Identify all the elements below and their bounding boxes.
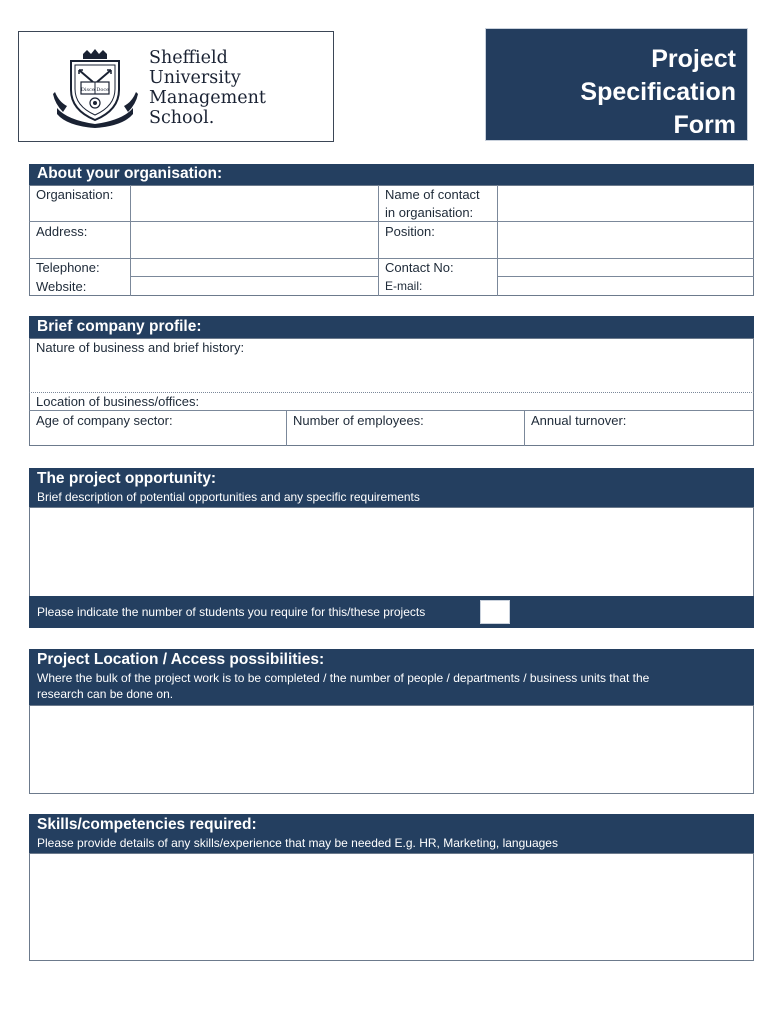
position-field[interactable] (498, 222, 753, 258)
website-field[interactable] (131, 277, 378, 295)
organisation-field[interactable] (131, 186, 378, 221)
annual-turnover-label: Annual turnover: (531, 413, 627, 428)
skills-subheading: Please provide details of any skills/experience that may be needed E.g. HR, Marketing, languages (37, 836, 558, 850)
logo-box (18, 31, 334, 142)
skills-heading: Skills/competencies required: (37, 816, 257, 833)
school-name-line-3: Management (149, 88, 266, 108)
contact-no-field[interactable] (498, 259, 753, 276)
location-subheading-line-2: research can be done on. (37, 687, 174, 701)
address-label: Address: (36, 224, 88, 239)
svg-text:Disce Doce: Disce Doce (80, 87, 110, 93)
website-label: Website: (36, 279, 87, 294)
profile-heading: Brief company profile: (37, 318, 202, 335)
email-field[interactable] (498, 277, 753, 295)
location-subheading-line-1: Where the bulk of the project work is to be completed / the number of people / departments / business units that the (37, 671, 650, 685)
location-section-header (29, 649, 754, 705)
address-field[interactable] (131, 222, 378, 258)
form-title (485, 28, 748, 141)
nature-of-business-field[interactable] (30, 356, 753, 391)
email-label: E-mail: (385, 279, 423, 293)
school-name-line-4: School. (149, 108, 215, 128)
telephone-field[interactable] (131, 259, 378, 276)
students-row (29, 596, 754, 628)
students-count-input[interactable] (480, 600, 510, 624)
number-of-employees-field[interactable] (287, 429, 523, 445)
number-of-employees-label: Number of employees: (293, 413, 424, 428)
contact-name-label-1: Name of contact (385, 187, 480, 202)
age-of-company-field[interactable] (30, 429, 285, 445)
organisation-label: Organisation: (36, 187, 114, 202)
school-name (149, 48, 329, 128)
profile-section-header (29, 316, 754, 338)
skills-section-header (29, 814, 754, 853)
age-of-company-label: Age of company sector: (36, 413, 173, 428)
opportunity-heading: The project opportunity: (37, 470, 217, 487)
school-name-line-2: University (149, 68, 241, 88)
form-title-line-3: Form (673, 111, 736, 139)
form-title-line-2: Specification (580, 78, 736, 106)
location-heading: Project Location / Access possibilities: (37, 651, 325, 668)
telephone-label: Telephone: (36, 260, 100, 275)
form-title-line-1: Project (651, 45, 736, 73)
opportunity-section-header (29, 468, 754, 507)
contact-name-field[interactable] (498, 186, 753, 221)
opportunity-description-field[interactable] (29, 507, 754, 597)
contact-no-label: Contact No: (385, 260, 454, 275)
university-crest-icon (53, 48, 138, 128)
students-label: Please indicate the number of students you require for this/these projects (37, 605, 426, 619)
location-description-field[interactable] (29, 705, 754, 794)
location-of-business-label: Location of business/offices: (36, 394, 200, 409)
position-label: Position: (385, 224, 435, 239)
skills-description-field[interactable] (29, 853, 754, 961)
opportunity-subheading: Brief description of potential opportunities and any specific requirements (37, 490, 420, 504)
contact-name-label-2: in organisation: (385, 205, 474, 220)
organisation-section-header (29, 164, 754, 185)
school-name-line-1: Sheffield (149, 48, 228, 68)
annual-turnover-field[interactable] (525, 429, 753, 445)
organisation-heading: About your organisation: (37, 165, 223, 182)
nature-of-business-label: Nature of business and brief history: (36, 340, 245, 355)
